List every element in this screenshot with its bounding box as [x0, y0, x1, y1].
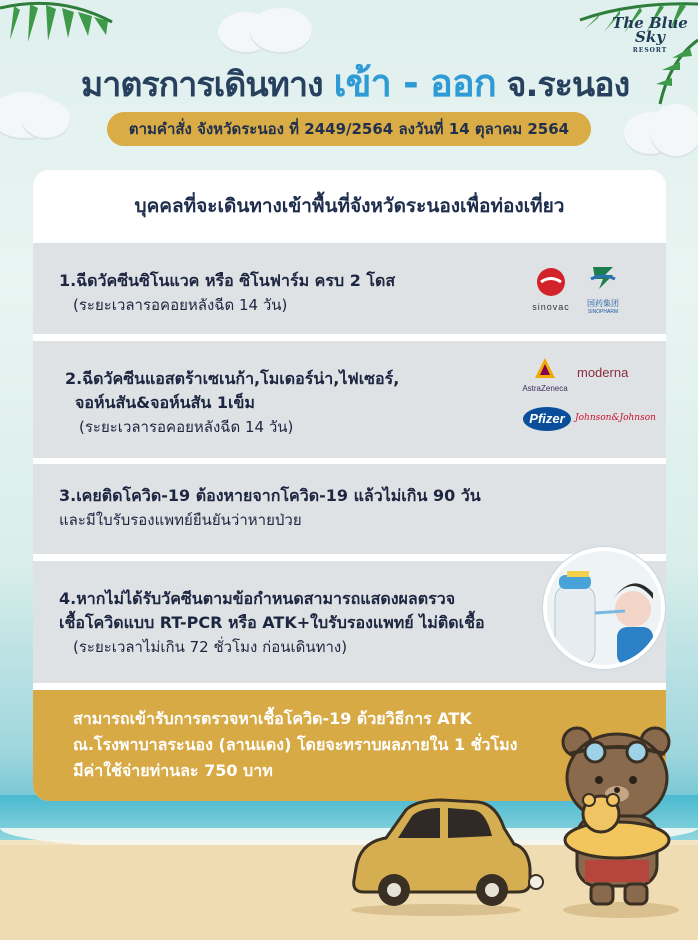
card-heading: บุคคลที่จะเดินทางเข้าพื้นที่จังหวัดระนองเพื่อท่องเที่ยว	[134, 195, 565, 217]
moderna-logo: moderna	[577, 365, 629, 380]
jnj-logo: Johnson&Johnson	[575, 413, 656, 423]
item-4-title-cont: เชื้อโควิดแบบ RT-PCR หรือ ATK+ใบรับรองแพทย์ ไม่ติดเชื้อ	[59, 613, 485, 632]
title-suffix: จ.ระนอง	[506, 65, 630, 105]
covid-test-photo	[543, 547, 665, 669]
sinovac-logo	[523, 267, 579, 312]
sinopharm-label: SINOPHARM	[587, 309, 619, 315]
item-1-title: 1.ฉีดวัคซีนซิโนแวค หรือ ซิโนฟาร์ม ครบ 2 โดส	[59, 271, 396, 290]
astrazeneca-logo	[515, 357, 575, 393]
bear-mascot-icon	[555, 720, 685, 920]
note-line-1: สามารถเข้ารับการตรวจหาเชื้อโควิด-19 ด้วยวิธีการ ATK	[73, 709, 472, 728]
list-item	[33, 464, 666, 554]
page-title	[40, 52, 670, 113]
sinopharm-cn-label: 国药集团	[587, 299, 619, 308]
list-item	[33, 243, 666, 334]
item-3-note: และมีใบรับรองแพทย์ยืนยันว่าหายป่วย	[59, 511, 302, 529]
brand-name: The Blue Sky	[612, 14, 688, 46]
item-4-title: 4.หากไม่ได้รับวัคซีนตามข้อกำหนดสามารถแสดงผลตรวจ	[59, 589, 456, 608]
item-1-note: (ระยะเวลารอคอยหลังฉีด 14 วัน)	[73, 296, 288, 314]
astrazeneca-icon	[534, 357, 556, 379]
cloud-top-2	[250, 8, 312, 52]
swab-test-illustration-icon	[547, 551, 661, 665]
item-2-note: (ระยะเวลารอคอยหลังฉีด 14 วัน)	[79, 418, 294, 436]
note-line-2: ณ.โรงพาบาลระนอง (ลานแดง) โดยจะทราบผลภายใน 1 ชั่วโมง	[73, 735, 518, 754]
car-illustration-icon	[346, 798, 546, 916]
list-item	[33, 341, 666, 458]
astrazeneca-label: AstraZeneca	[522, 384, 568, 393]
note-line-3: มีค่าใช้จ่ายท่านละ 750 บาท	[73, 761, 273, 780]
brand-sub: RESORT	[632, 47, 668, 54]
title-highlight: เข้า - ออก	[333, 61, 496, 105]
item-3-title: 3.เคยติดโควิด-19 ต้องหายจากโควิด-19 แล้วไม่เกิน 90 วัน	[59, 486, 481, 505]
title-prefix: มาตรการเดินทาง	[80, 65, 323, 105]
sinovac-label: sinovac	[532, 302, 570, 312]
sinopharm-icon	[587, 261, 619, 293]
measures-card	[33, 170, 666, 801]
sinovac-icon	[536, 267, 566, 297]
item-4-note: (ระยะเวลาไม่เกิน 72 ชั่วโมง ก่อนเดินทาง)	[73, 638, 348, 656]
pfizer-logo: Pfizer	[523, 407, 571, 431]
item-2-title: 2.ฉีดวัคซีนแอสตร้าเซเนก้า,โมเดอร์น่า,ไฟเซอร์,	[65, 369, 400, 388]
sinopharm-logo	[581, 261, 625, 315]
order-badge: ตามคำสั่ง จังหวัดระนอง ที่ 2449/2564 ลงวันที่ 14 ตุลาคม 2564	[107, 112, 591, 146]
item-2-title-cont: จอห์นสัน&จอห์นสัน 1เข็ม	[75, 393, 255, 412]
